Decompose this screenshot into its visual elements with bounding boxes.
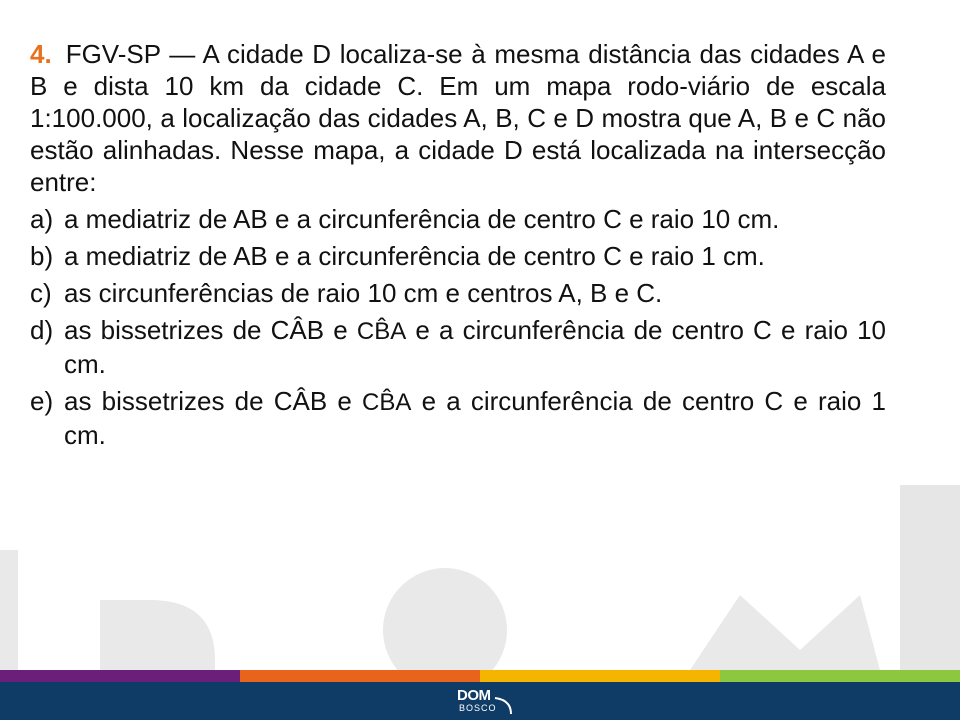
option-letter: d) (30, 315, 54, 345)
option-text-pre: as bissetrizes de CÂB e (64, 315, 348, 345)
option-letter: a) (30, 204, 54, 234)
option-d[interactable] (30, 314, 886, 380)
option-letter: c) (30, 278, 52, 308)
logo-main-text: DOM (457, 687, 491, 704)
option-text-post: e a circunferência de centro C e raio 1 cm. (64, 386, 886, 450)
option-b[interactable] (30, 240, 886, 272)
logo-sub-text: BOSCO (459, 703, 497, 713)
option-text: a mediatriz de AB e a circunferência de centro C e raio 10 cm. (64, 204, 780, 234)
angle-notation: CB̂A (362, 389, 412, 416)
option-text (64, 314, 886, 380)
stripe-yellow (480, 670, 720, 682)
logo-swoosh-icon (455, 688, 515, 716)
question-text: FGV-SP — A cidade D localiza-se à mesma distância das cidades A e B e dista 10 km da cidade C. Em um mapa rodo-viário de escala 1:100.000, a localização das cidades A, B, C e D mostra que A, B e C não estão alinhadas. Nesse mapa, a cidade D está localizada na intersecção entre: (30, 39, 886, 197)
question-intro (30, 38, 886, 198)
option-letter: e) (30, 386, 54, 416)
option-a[interactable] (30, 203, 886, 235)
option-text: as circunferências de raio 10 cm e centros A, B e C. (64, 278, 663, 308)
option-letter: b) (30, 241, 54, 271)
option-e[interactable] (30, 385, 886, 451)
option-c[interactable] (30, 277, 886, 309)
stripe-green (720, 670, 960, 682)
option-text (64, 385, 886, 451)
dom-bosco-logo (455, 688, 515, 716)
stripe-orange (240, 670, 480, 682)
stripe-purple (0, 670, 240, 682)
option-text-post: e a circunferência de centro C e raio 10 cm. (64, 315, 886, 379)
angle-notation: CB̂A (356, 318, 407, 345)
question-block (30, 38, 886, 461)
option-text: a mediatriz de AB e a circunferência de centro C e raio 1 cm. (64, 241, 765, 271)
color-stripes (0, 670, 960, 682)
option-text-pre: as bissetrizes de CÂB e (64, 386, 352, 416)
question-number: 4. (30, 39, 52, 69)
